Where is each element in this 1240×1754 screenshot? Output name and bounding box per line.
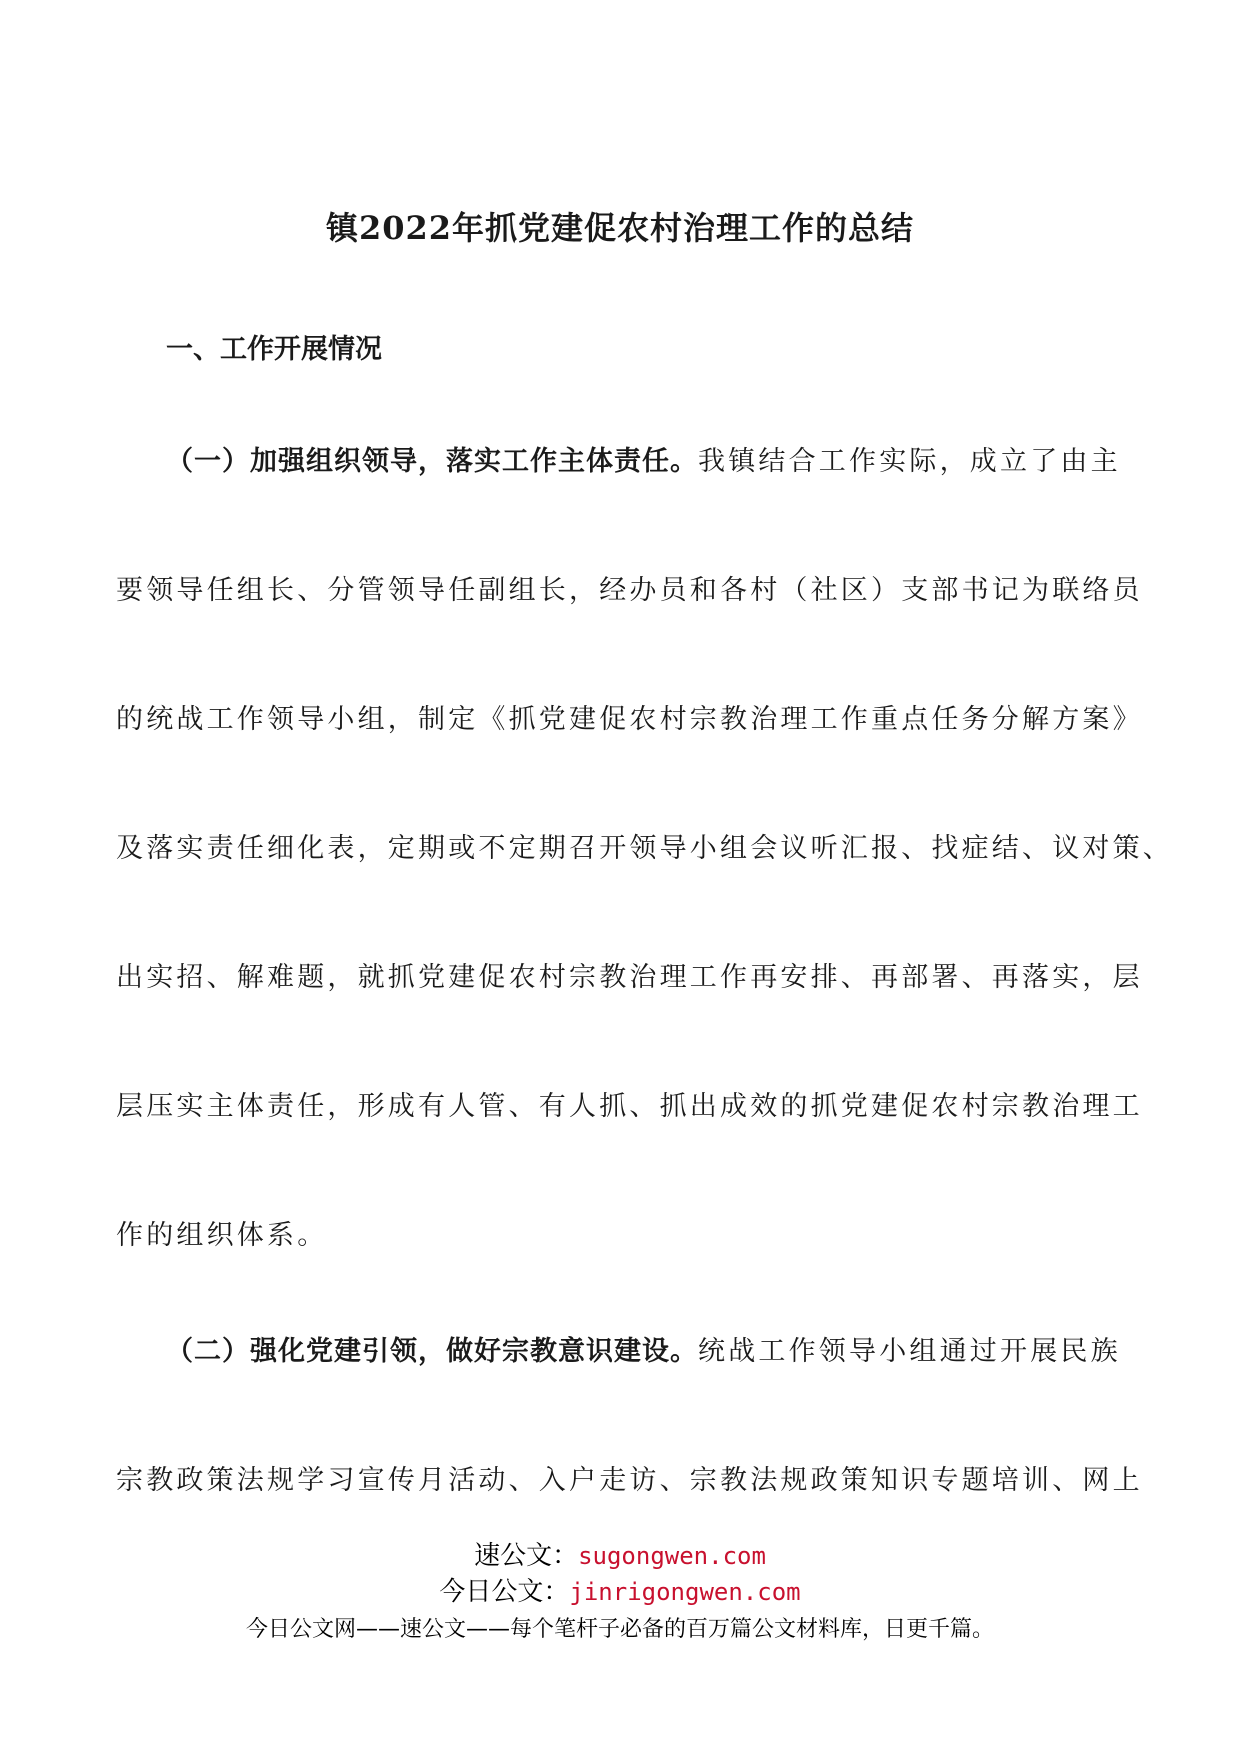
section-heading: 一、工作开展情况 bbox=[166, 334, 382, 365]
paragraph-1-line-6: 层压实主体责任，形成有人管、有人抓、抓出成效的抓党建促农村宗教治理工 bbox=[116, 1091, 1143, 1122]
paragraph-1-line-4: 及落实责任细化表，定期或不定期召开领导小组会议听汇报、找症结、议对策、 bbox=[116, 833, 1173, 864]
footer-label-1: 速公文： bbox=[474, 1541, 579, 1571]
footer-label-2: 今日公文： bbox=[439, 1577, 570, 1607]
footer-line-2 bbox=[0, 1574, 1240, 1610]
footer-link-jinrigongwen[interactable]: jinrigongwen.com bbox=[569, 1578, 801, 1606]
footer-line-1 bbox=[0, 1538, 1240, 1574]
paragraph-1-line-3: 的统战工作领导小组，制定《抓党建促农村宗教治理工作重点任务分解方案》 bbox=[116, 704, 1143, 735]
paragraph-2-line-1 bbox=[166, 1332, 1146, 1372]
footer-link-sugongwen[interactable]: sugongwen.com bbox=[578, 1542, 766, 1570]
paragraph-2-text: 统战工作领导小组通过开展民族 bbox=[698, 1336, 1121, 1367]
paragraph-1-lead: （一）加强组织领导，落实工作主体责任。 bbox=[166, 446, 698, 477]
footer-slogan: 今日公文网——速公文——每个笔杆子必备的百万篇公文材料库，日更千篇。 bbox=[245, 1617, 994, 1642]
paragraph-1-line-5: 出实招、解难题，就抓党建促农村宗教治理工作再安排、再部署、再落实，层 bbox=[116, 962, 1143, 993]
footer bbox=[0, 1538, 1240, 1646]
paragraph-1-line-7: 作的组织体系。 bbox=[116, 1220, 328, 1251]
paragraph-1-line-2: 要领导任组长、分管领导任副组长，经办员和各村（社区）支部书记为联络员 bbox=[116, 575, 1143, 606]
document-title: 镇2022年抓党建促农村治理工作的总结 bbox=[325, 209, 915, 247]
paragraph-2-line-2: 宗教政策法规学习宣传月活动、入户走访、宗教法规政策知识专题培训、网上 bbox=[116, 1465, 1143, 1496]
paragraph-1-line-1 bbox=[166, 442, 1146, 482]
paragraph-2-lead: （二）强化党建引领，做好宗教意识建设。 bbox=[166, 1336, 698, 1367]
paragraph-1-text: 我镇结合工作实际，成立了由主 bbox=[698, 446, 1121, 477]
